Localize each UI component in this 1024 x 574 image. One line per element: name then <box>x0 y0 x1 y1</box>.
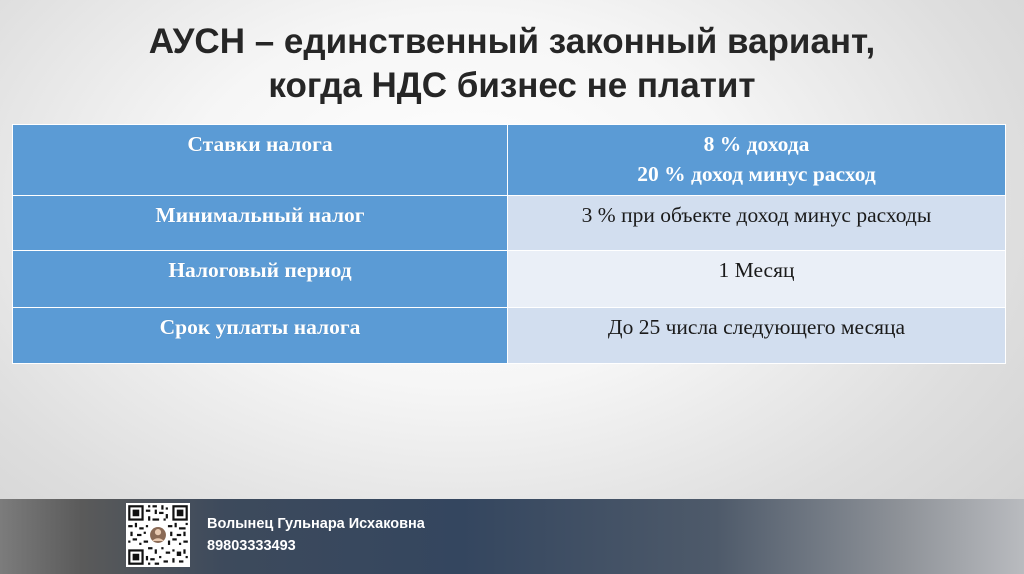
table-row-rates <box>13 125 1006 196</box>
slide-title <box>0 20 1024 108</box>
table-row-payment-deadline <box>13 308 1006 364</box>
value-tax-rate-income: 8 % дохода <box>703 132 810 156</box>
qr-code-icon <box>126 503 190 567</box>
value-minimum-tax: 3 % при объекте доход минус расходы <box>508 196 1006 251</box>
value-tax-period: 1 Месяц <box>508 251 1006 308</box>
label-minimum-tax: Минимальный налог <box>13 196 508 251</box>
value-payment-deadline: До 25 числа следующего месяца <box>508 308 1006 364</box>
value-tax-rates <box>508 125 1006 196</box>
author-name: Волынец Гульнара Исхаковна <box>207 516 425 532</box>
label-tax-period: Налоговый период <box>13 251 508 308</box>
tax-table <box>12 124 1006 364</box>
label-payment-deadline: Срок уплаты налога <box>13 308 508 364</box>
value-tax-rate-income-minus-expense: 20 % доход минус расход <box>637 162 876 186</box>
table-row-minimum-tax <box>13 196 1006 251</box>
title-line-1: АУСН – единственный законный вариант, <box>148 22 876 61</box>
table-row-tax-period <box>13 251 1006 308</box>
author-phone: 89803333493 <box>207 538 296 554</box>
label-tax-rates: Ставки налога <box>13 125 508 196</box>
title-line-2: когда НДС бизнес не платит <box>268 66 756 105</box>
